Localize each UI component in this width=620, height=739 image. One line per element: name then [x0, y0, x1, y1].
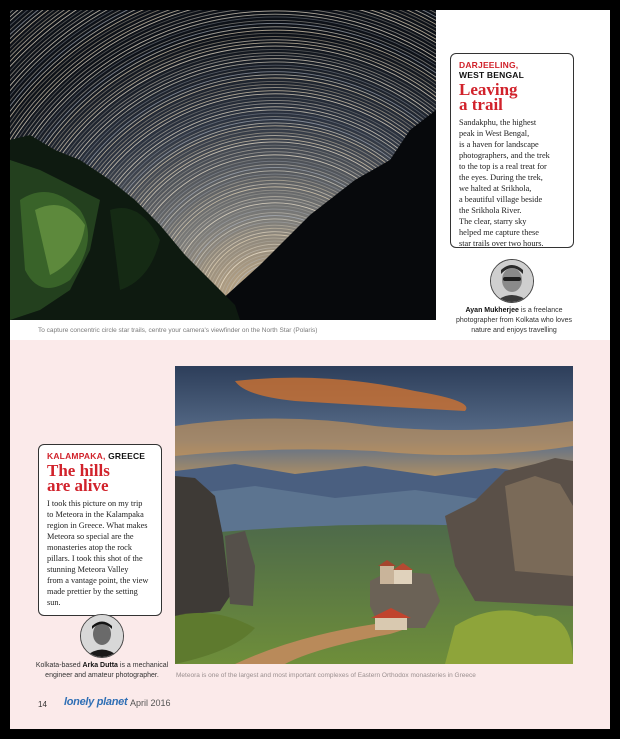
- body-line: helped me capture these: [459, 228, 539, 237]
- body-line: The clear, starry sky: [459, 217, 527, 226]
- photographer-avatar: [490, 259, 534, 303]
- body-line: monasteries atop the rock: [47, 543, 133, 552]
- magazine-page: [10, 10, 610, 729]
- star-trails-illustration: [10, 10, 436, 320]
- story-box-kalampaka: [38, 444, 162, 616]
- issue-date: April 2016: [130, 698, 171, 708]
- location-city: DARJEELING,: [459, 60, 519, 70]
- body-line: the eyes. During the trek,: [459, 173, 543, 182]
- story-headline: [47, 463, 153, 493]
- story-headline: [459, 82, 565, 112]
- location-region: WEST BENGAL: [459, 70, 525, 80]
- body-line: stunning Meteora Valley: [47, 565, 129, 574]
- body-line: to Meteora in the Kalampaka: [47, 510, 144, 519]
- location-region: GREECE: [108, 451, 146, 461]
- body-line: Meteora so special are the: [47, 532, 134, 541]
- bio-text: engineer and amateur photographer.: [45, 672, 159, 679]
- body-line: star trails over two hours.: [459, 239, 544, 248]
- body-line: region in Greece. What makes: [47, 521, 148, 530]
- body-line: the Srikhola River.: [459, 206, 522, 215]
- avatar-portrait: [491, 260, 533, 302]
- location-city: KALAMPAKA,: [47, 451, 106, 461]
- body-line: is a haven for landscape: [459, 140, 539, 149]
- story-box-darjeeling: [450, 53, 574, 248]
- body-line: made prettier by the setting sun.: [47, 587, 138, 607]
- body-line: a beautiful village beside: [459, 195, 543, 204]
- body-line: to the top is a real treat for: [459, 162, 547, 171]
- page-number: 14: [38, 700, 47, 709]
- location-label: [459, 60, 565, 80]
- story-body: [47, 498, 153, 608]
- star-trails-photo: [10, 10, 436, 320]
- photographer-name: Ayan Mukherjee: [465, 307, 519, 314]
- photographer-avatar: [80, 614, 124, 658]
- bio-text: is a mechanical: [117, 662, 169, 669]
- body-line: pillars. I took this shot of the: [47, 554, 143, 563]
- bio-text: is a freelance: [518, 307, 563, 314]
- body-line: from a vantage point, the view: [47, 576, 149, 585]
- meteora-illustration: [175, 366, 573, 664]
- bio-text: photographer from Kolkata who loves: [456, 317, 572, 324]
- location-label: [47, 451, 153, 461]
- photo-caption: To capture concentric circle star trails, centre your camera's viewfinder on the North Star (Polaris): [38, 327, 318, 334]
- lonely-planet-logo: lonely planet: [64, 696, 128, 708]
- photographer-bio: [32, 661, 172, 681]
- body-line: peak in West Bengal,: [459, 129, 530, 138]
- story-body: [459, 117, 565, 249]
- meteora-photo: [175, 366, 573, 664]
- body-line: photographers, and the trek: [459, 151, 550, 160]
- body-line: I took this picture on my trip: [47, 499, 143, 508]
- bio-text: Kolkata-based: [35, 662, 83, 669]
- photographer-name: Arka Dutta: [82, 662, 118, 669]
- body-line: we halted at Srikhola,: [459, 184, 532, 193]
- headline-line: Leaving: [459, 80, 518, 99]
- photo-caption: Meteora is one of the largest and most important complexes of Eastern Orthodox monasteries in Greece: [176, 672, 476, 679]
- headline-line: The hills: [47, 461, 110, 480]
- photographer-bio: [450, 306, 578, 336]
- bio-text: nature and enjoys travelling: [471, 327, 557, 334]
- avatar-portrait: [81, 615, 123, 657]
- headline-line: a trail: [459, 95, 503, 114]
- body-line: Sandakphu, the highest: [459, 118, 537, 127]
- headline-line: are alive: [47, 476, 109, 495]
